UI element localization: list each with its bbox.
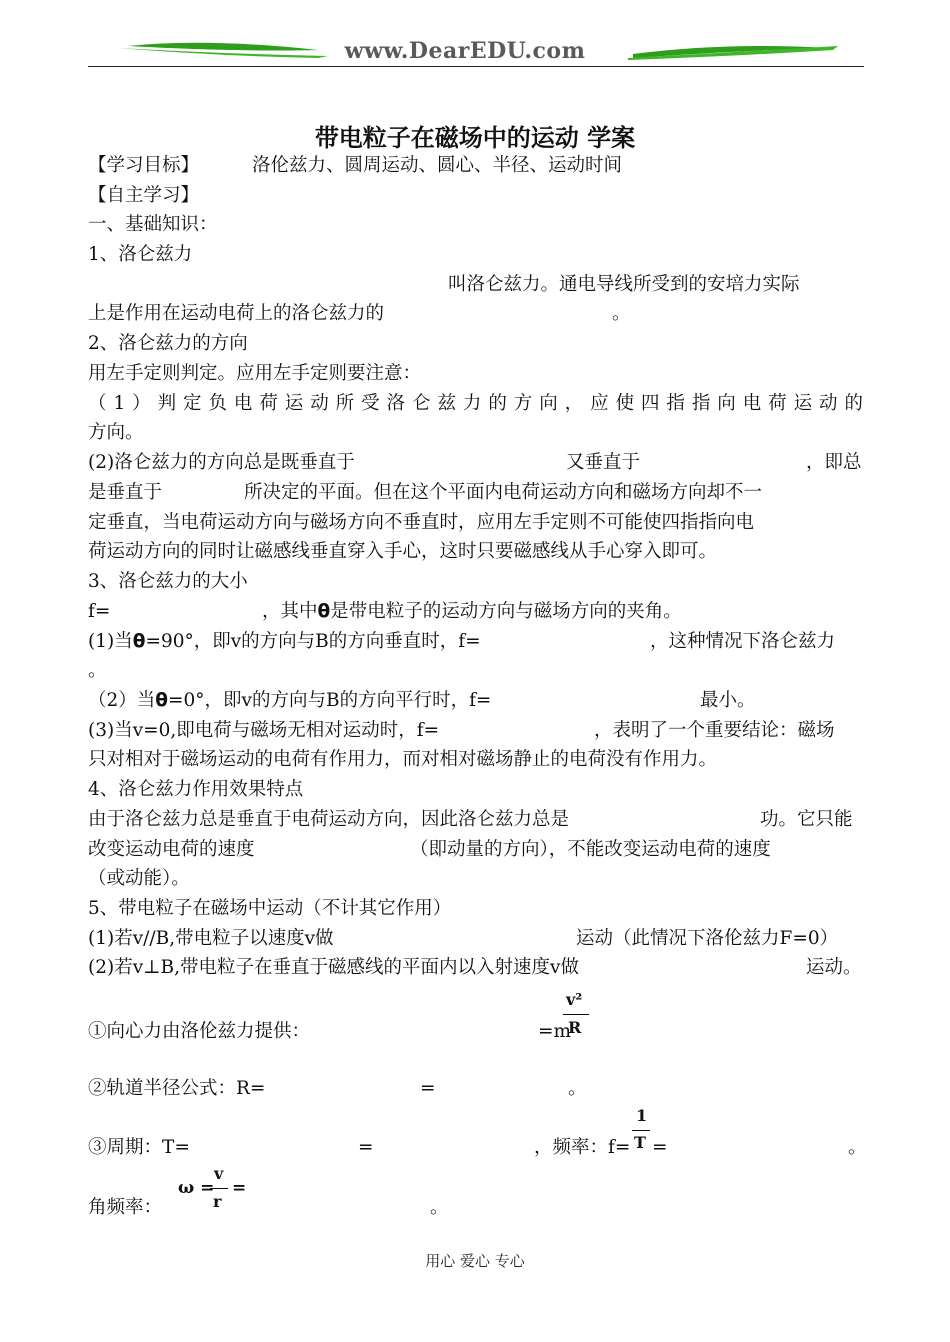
s2-rule: 用左手定则判定。应用左手定则要注意： bbox=[88, 363, 422, 384]
s2-p1-line-b: 方向。 bbox=[88, 422, 144, 443]
formula4-fraction-bar bbox=[210, 1188, 228, 1189]
formula2-end: 。 bbox=[568, 1078, 587, 1099]
site-logo-text[interactable]: www.DearEDU.com bbox=[344, 38, 586, 64]
s4-line1-a: 由于洛仑兹力总是垂直于电荷运动方向，因此洛仑兹力总是 bbox=[88, 809, 570, 830]
s3-f-tail-1: ，其中 bbox=[262, 601, 318, 622]
s3-case3-b: ，表明了一个重要结论：磁场 bbox=[594, 720, 835, 741]
formula4-denominator: r bbox=[213, 1192, 222, 1211]
formula1-numerator: v² bbox=[566, 990, 583, 1009]
s4-line2-a: 改变运动电荷的速度 bbox=[88, 839, 255, 860]
goals-text: 洛伦兹力、圆周运动、圆心、半径、运动时间 bbox=[252, 155, 623, 176]
formula1-eq: =m bbox=[538, 1021, 572, 1042]
self-study-label: 【自主学习】 bbox=[88, 185, 200, 206]
s3-case1-d: 。 bbox=[88, 660, 107, 681]
formula3-fraction-bar bbox=[632, 1130, 650, 1131]
formula3-denominator: T bbox=[634, 1133, 646, 1152]
s1-line-a: 叫洛仑兹力。通电导线所受到的安培力实际 bbox=[448, 274, 800, 295]
formula2-label: ②轨道半径公式：R= bbox=[88, 1078, 266, 1099]
section-basic-heading: 一、基础知识： bbox=[88, 214, 218, 235]
s5-case1-a: (1)若v//B,带电粒子以速度v做 bbox=[88, 928, 334, 949]
page-footer: 用心 爱心 专心 bbox=[425, 1252, 525, 1270]
s2-p2-line-a1: (2)洛仑兹力的方向总是既垂直于 bbox=[88, 452, 355, 473]
s2-p2-line-b2: 所决定的平面。但在这个平面内电荷运动方向和磁场方向却不一 bbox=[244, 482, 763, 503]
page-title: 带电粒子在磁场中的运动 学案 bbox=[314, 124, 636, 152]
formula1-label: ①向心力由洛伦兹力提供： bbox=[88, 1021, 311, 1042]
s3-f-label: f= bbox=[88, 601, 111, 622]
formula4-label: 角频率： bbox=[88, 1197, 163, 1218]
s1-heading: 1、洛仑兹力 bbox=[88, 244, 193, 265]
s3-f-tail bbox=[262, 600, 682, 624]
s2-p2-line-c: 定垂直，当电荷运动方向与磁场方向不垂直时，应用左手定则不可能使四指指向电 bbox=[88, 512, 755, 533]
s1-line-b-end: 。 bbox=[612, 303, 631, 324]
s3-case1-b: =90°，即v的方向与B的方向垂直时，f= bbox=[145, 631, 481, 652]
formula4-end: 。 bbox=[430, 1197, 449, 1218]
s5-case2-a: (2)若v⊥B,带电粒子在垂直于磁感线的平面内以入射速度v做 bbox=[88, 957, 579, 978]
s2-p2-line-d: 荷运动方向的同时让磁感线垂直穿入手心，这时只要磁感线从手心穿入即可。 bbox=[88, 541, 718, 562]
s3-case2-b: =0°，即v的方向与B的方向平行时，f= bbox=[168, 690, 492, 711]
formula3-numerator: 1 bbox=[636, 1106, 648, 1125]
s5-heading: 5、带电粒子在磁场中运动（不计其它作用） bbox=[88, 898, 452, 919]
s3-case2-a: （2）当 bbox=[88, 690, 156, 711]
formula1-fraction-bar bbox=[563, 1014, 589, 1015]
s2-p2-line-b1: 是垂直于 bbox=[88, 482, 163, 503]
s3-case3-c: 只对相对于磁场运动的电荷有作用力，而对相对磁场静止的电荷没有作用力。 bbox=[88, 749, 718, 770]
s3-case2 bbox=[88, 689, 491, 713]
s2-p2-line-a3: ，即总 bbox=[806, 452, 862, 473]
s3-case1-a: (1)当 bbox=[88, 631, 133, 652]
s3-case2-c: 最小。 bbox=[700, 690, 756, 711]
s3-f-tail-2: 是带电粒子的运动方向与磁场方向的夹角。 bbox=[330, 601, 682, 622]
theta-symbol: θ bbox=[132, 631, 146, 652]
s4-line2-b: （即动量的方向），不能改变运动电荷的速度 bbox=[410, 839, 771, 860]
formula3-freq-label: ，频率：f= bbox=[534, 1137, 631, 1158]
formula2-eq: = bbox=[420, 1078, 436, 1099]
formula4-eq: = bbox=[232, 1178, 247, 1198]
formula3-label: ③周期：T= bbox=[88, 1137, 190, 1158]
theta-symbol: θ bbox=[155, 690, 168, 711]
s2-p1-line-a: （1）判定负电荷运动所受洛仑兹力的方向，应使四指指向电荷运动的 bbox=[88, 393, 863, 414]
formula4-omega: ω = bbox=[178, 1178, 215, 1198]
s3-case1 bbox=[88, 630, 481, 654]
s4-line1-b: 功。它只能 bbox=[760, 809, 853, 830]
s2-heading: 2、洛仑兹力的方向 bbox=[88, 333, 248, 354]
goals-label: 【学习目标】 bbox=[88, 155, 200, 176]
s3-case1-c: ，这种情况下洛仑兹力 bbox=[650, 631, 836, 652]
formula1-denominator: R bbox=[568, 1018, 582, 1037]
s2-p2-line-a2: 又垂直于 bbox=[566, 452, 641, 473]
s1-line-b-start: 上是作用在运动电荷上的洛仑兹力的 bbox=[88, 303, 385, 324]
s5-case1-b: 运动（此情况下洛伦兹力F=0） bbox=[576, 928, 839, 949]
formula3-end: 。 bbox=[848, 1137, 867, 1158]
s3-case3-a: (3)当v=0,即电荷与磁场无相对运动时，f= bbox=[88, 720, 440, 741]
theta-symbol: θ bbox=[317, 601, 331, 622]
s3-heading: 3、洛仑兹力的大小 bbox=[88, 571, 248, 592]
formula3-eq2: = bbox=[652, 1137, 668, 1158]
s4-line3: （或动能）。 bbox=[88, 868, 190, 889]
formula4-numerator: v bbox=[214, 1164, 224, 1183]
s4-heading: 4、洛仑兹力作用效果特点 bbox=[88, 779, 304, 800]
formula3-eq: = bbox=[358, 1137, 374, 1158]
s5-case2-b: 运动。 bbox=[806, 957, 862, 978]
header-divider bbox=[88, 66, 864, 67]
